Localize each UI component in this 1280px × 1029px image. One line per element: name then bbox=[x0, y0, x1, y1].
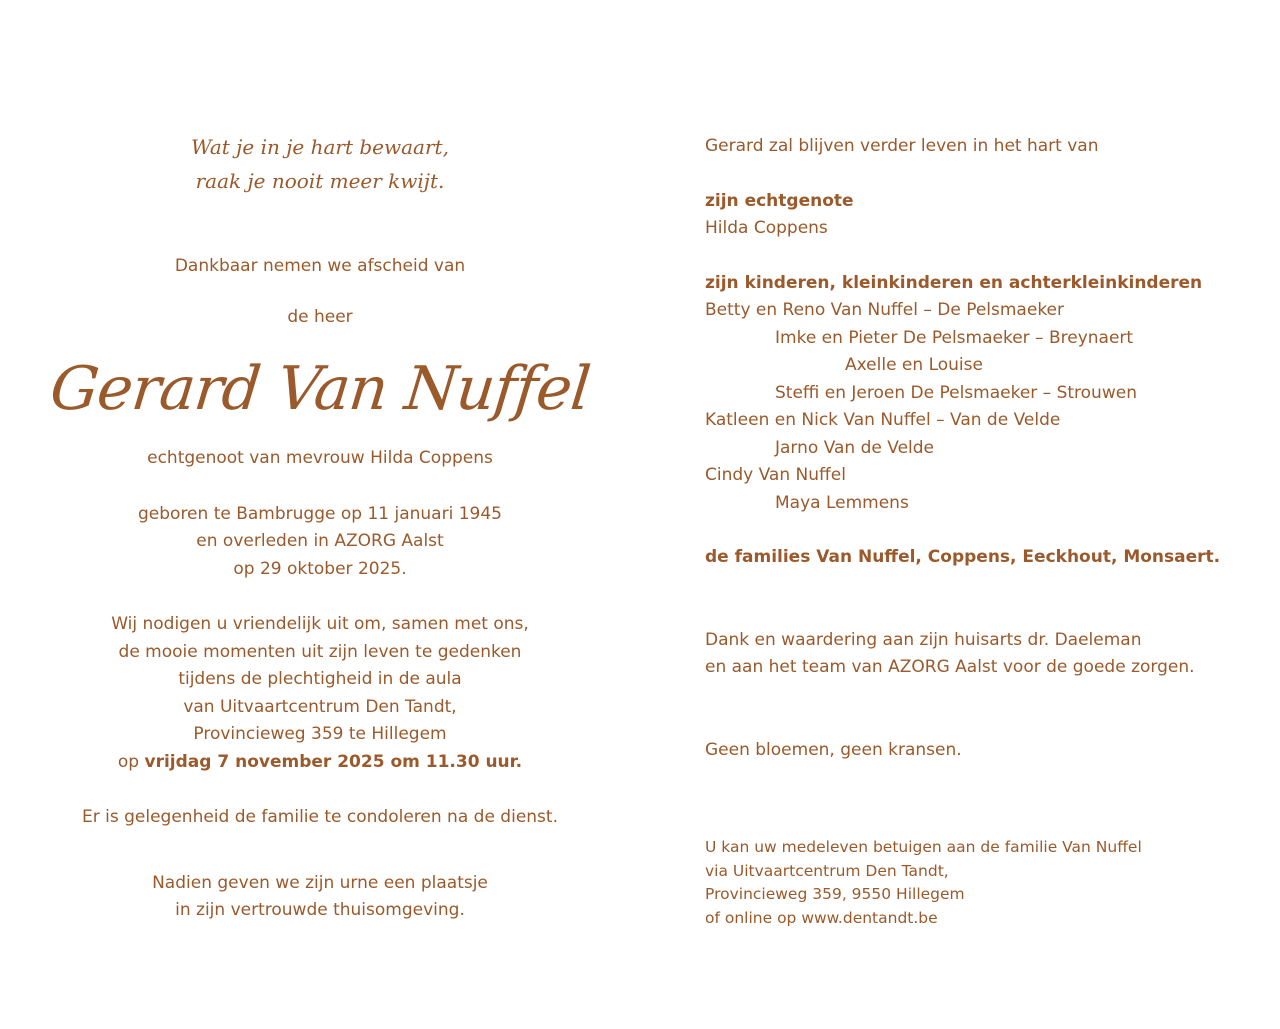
salutation: de heer bbox=[287, 306, 353, 327]
family-member: Cindy Van Nuffel bbox=[705, 465, 846, 485]
quote-line: Wat je in je hart bewaart, bbox=[191, 135, 449, 159]
right-page bbox=[705, 133, 1265, 930]
contact-line: of online op www.dentandt.be bbox=[705, 908, 938, 927]
quote-line: raak je nooit meer kwijt. bbox=[195, 169, 445, 193]
deceased-name: Gerard Van Nuffel bbox=[47, 354, 593, 424]
spouse-name: Hilda Coppens bbox=[705, 218, 828, 238]
family-member: Katleen en Nick Van Nuffel – Van de Velde bbox=[705, 410, 1061, 430]
left-page bbox=[40, 130, 600, 925]
flowers-line: Geen bloemen, geen kransen. bbox=[705, 739, 962, 760]
birth-death-line: geboren te Bambrugge op 11 januari 1945 bbox=[138, 503, 502, 524]
condolence-line: Er is gelegenheid de familie te condoleren na de dienst. bbox=[82, 807, 558, 827]
invitation-line: van Uitvaartcentrum Den Tandt, bbox=[183, 696, 457, 717]
family-section bbox=[705, 270, 1265, 518]
birth-death-line: en overleden in AZORG Aalst bbox=[196, 531, 444, 551]
contact-line: U kan uw medeleven betuigen aan de familie Van Nuffel bbox=[705, 838, 1142, 856]
quote bbox=[40, 130, 600, 198]
urn-line: in zijn vertrouwde thuisomgeving. bbox=[175, 900, 465, 920]
spouse-section bbox=[705, 188, 1265, 243]
thanks-block bbox=[705, 627, 1265, 682]
thanks-line: Dank en waardering aan zijn huisarts dr. Daeleman bbox=[705, 629, 1142, 650]
invitation-line: de mooie momenten uit zijn leven te gedenken bbox=[118, 641, 522, 662]
children-heading: zijn kinderen, kleinkinderen en achterkleinkinderen bbox=[705, 272, 1203, 293]
ceremony-date: vrijdag 7 november 2025 om 11.30 uur. bbox=[144, 751, 523, 772]
thanks-line: en aan het team van AZORG Aalst voor de goede zorgen. bbox=[705, 657, 1195, 677]
contact-block bbox=[705, 836, 1265, 930]
spouse-heading: zijn echtgenote bbox=[705, 190, 854, 211]
ceremony-date-line bbox=[40, 749, 600, 777]
family-member: Steffi en Jeroen De Pelsmaeker – Strouwen bbox=[775, 382, 1137, 403]
family-member: Maya Lemmens bbox=[775, 492, 909, 513]
date-prefix: op bbox=[117, 751, 140, 772]
family-member: Axelle en Louise bbox=[845, 355, 983, 375]
birth-death-line: op 29 oktober 2025. bbox=[233, 558, 407, 579]
urn-block bbox=[40, 870, 600, 925]
contact-line: Provincieweg 359, 9550 Hillegem bbox=[705, 885, 965, 903]
family-member: Imke en Pieter De Pelsmaeker – Breynaert bbox=[775, 327, 1134, 348]
intro-text: Dankbaar nemen we afscheid van bbox=[174, 256, 466, 276]
invitation-line: Provincieweg 359 te Hillegem bbox=[193, 724, 447, 744]
family-member: Jarno Van de Velde bbox=[775, 437, 935, 458]
family-member: Betty en Reno Van Nuffel – De Pelsmaeker bbox=[705, 300, 1065, 320]
invitation-block bbox=[40, 611, 600, 776]
invitation-line: tijdens de plechtigheid in de aula bbox=[178, 669, 462, 689]
birth-death-block bbox=[40, 501, 600, 584]
remembrance-intro: Gerard zal blijven verder leven in het hart van bbox=[705, 136, 1099, 156]
families-line: de families Van Nuffel, Coppens, Eeckhout, Monsaert. bbox=[705, 547, 1221, 567]
urn-line: Nadien geven we zijn urne een plaatsje bbox=[152, 872, 488, 893]
spouse-line: echtgenoot van mevrouw Hilda Coppens bbox=[147, 448, 493, 468]
invitation-line: Wij nodigen u vriendelijk uit om, samen met ons, bbox=[111, 614, 529, 634]
contact-line: via Uitvaartcentrum Den Tandt, bbox=[705, 861, 949, 880]
